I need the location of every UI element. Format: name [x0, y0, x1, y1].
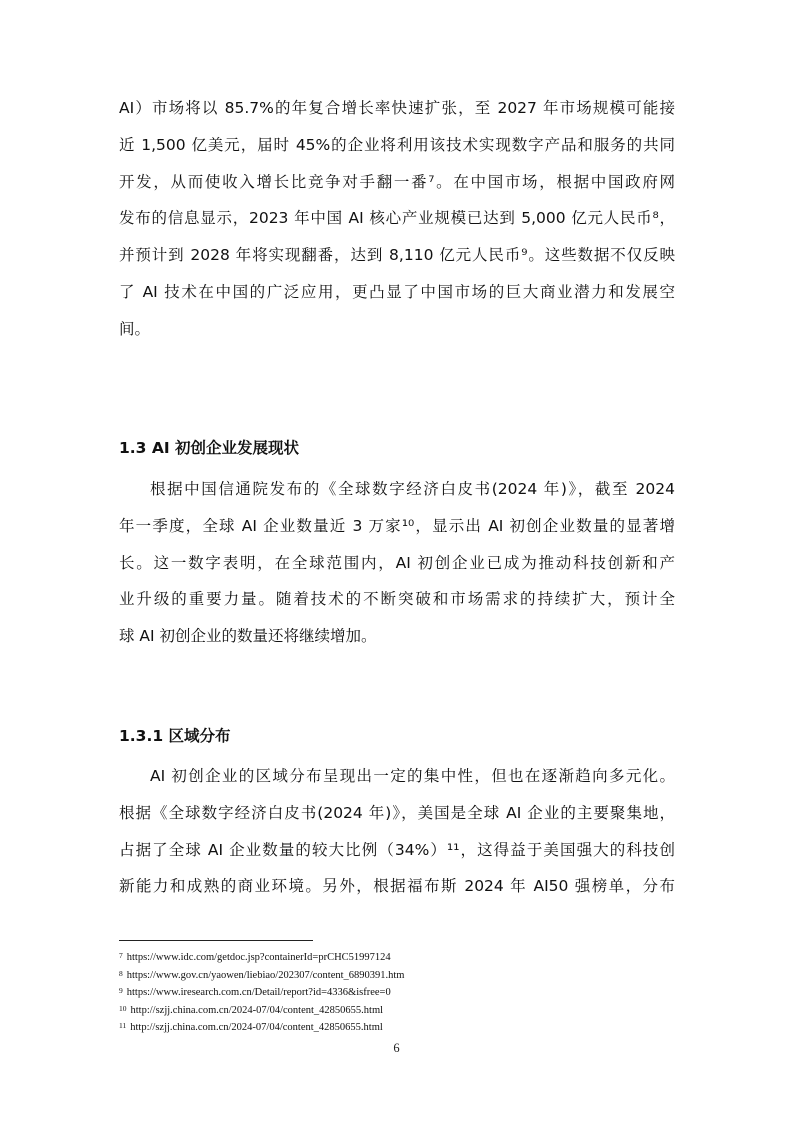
footnote-divider — [119, 940, 313, 941]
footnote-link[interactable]: https://www.gov.cn/yaowen/liebiao/202307/content_6890391.htm — [126, 969, 405, 981]
footnote-link[interactable]: http://szjj.china.com.cn/2024-07/04/content_42850655.html — [130, 1022, 383, 1034]
footnotes — [119, 948, 679, 1036]
text-line: AI）市场将以 85.7%的年复合增长率快速扩张，至 2027 年市场规模可能接 — [119, 99, 675, 117]
footnote-number: 8 — [119, 968, 123, 978]
page-number: 6 — [393, 1041, 400, 1055]
text-line: 间。 — [119, 319, 151, 338]
text-line: AI 初创企业的区域分布呈现出一定的集中性，但也在逐渐趋向多元化。 — [150, 767, 675, 785]
paragraph-market-growth — [119, 90, 675, 348]
footnote-9 — [119, 983, 679, 1001]
text-line: 占据了全球 AI 企业数量的较大比例（34%）¹¹，这得益于美国强大的科技创 — [119, 840, 675, 859]
paragraph-regional-distribution — [119, 758, 675, 905]
footnote-10 — [119, 1001, 679, 1019]
text-line: 球 AI 初创企业的数量还将继续增加。 — [119, 627, 377, 646]
footnote-link[interactable]: http://szjj.china.com.cn/2024-07/04/content_42850655.html — [130, 1004, 384, 1016]
footnote-number: 9 — [119, 986, 123, 996]
text-line: 开发，从而使收入增长比竞争对手翻一番⁷。在中国市场，根据中国政府网 — [119, 172, 675, 191]
footnote-number: 7 — [119, 951, 123, 960]
footnote-7 — [119, 948, 679, 966]
paragraph-startup-count — [119, 471, 675, 655]
section-heading-1-3-1: 1.3.1 区域分布 — [119, 727, 231, 745]
section-heading-1-3: 1.3 AI 初创企业发展现状 — [119, 439, 300, 457]
text-line: 并预计到 2028 年将实现翻番，达到 8,110 亿元人民币⁹。这些数据不仅反映 — [119, 246, 675, 265]
footnote-number: 11 — [119, 1021, 127, 1031]
text-line: 发布的信息显示，2023 年中国 AI 核心产业规模已达到 5,000 亿元人民币⁸， — [119, 209, 675, 228]
text-line: 长。这一数字表明，在全球范围内，AI 初创企业已成为推动科技创新和产 — [119, 553, 675, 572]
text-line: 年一季度，全球 AI 企业数量近 3 万家¹⁰，显示出 AI 初创企业数量的显著增 — [119, 516, 675, 535]
text-line: 了 AI 技术在中国的广泛应用，更凸显了中国市场的巨大商业潜力和发展空 — [119, 282, 675, 301]
footnote-8 — [119, 966, 679, 984]
text-line: 根据《全球数字经济白皮书(2024 年)》，美国是全球 AI 企业的主要聚集地， — [119, 803, 675, 822]
text-line: 新能力和成熟的商业环境。另外，根据福布斯 2024 年 AI50 强榜单，分布 — [119, 877, 675, 896]
text-line: 根据中国信通院发布的《全球数字经济白皮书(2024 年)》，截至 2024 — [150, 480, 675, 498]
footnote-11 — [119, 1018, 679, 1036]
footnote-link[interactable]: https://www.idc.com/getdoc.jsp?containerId=prCHC51997124 — [126, 952, 391, 963]
footnote-number: 10 — [119, 1003, 127, 1013]
footnote-link[interactable]: https://www.iresearch.com.cn/Detail/report?id=4336&isfree=0 — [126, 987, 391, 999]
text-line: 业升级的重要力量。随着技术的不断突破和市场需求的持续扩大，预计全 — [119, 590, 675, 609]
text-line: 近 1,500 亿美元，届时 45%的企业将利用该技术实现数字产品和服务的共同 — [119, 135, 675, 154]
